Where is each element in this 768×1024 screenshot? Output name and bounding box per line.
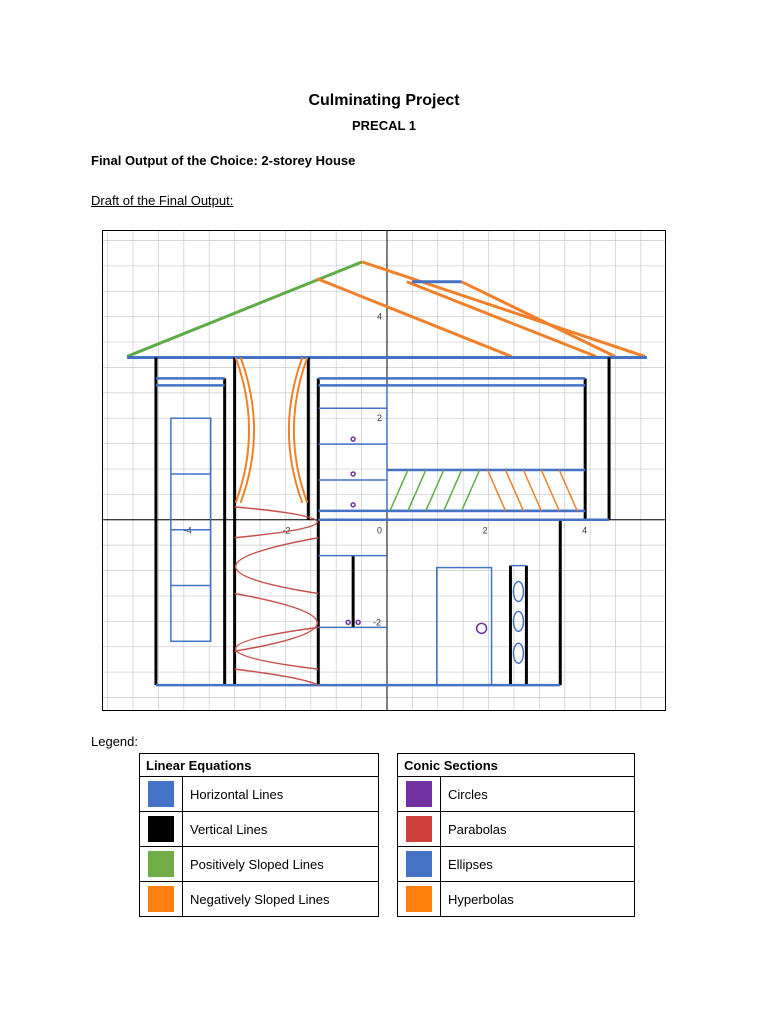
rail-green-2: [408, 470, 426, 511]
legend-swatch-cell: [140, 882, 183, 917]
tick-label-x-2: 2: [482, 525, 488, 536]
tick-label-x-0: 0: [377, 525, 383, 536]
tick-label-y-4: 4: [377, 311, 383, 322]
parabola-2: [236, 538, 319, 594]
legend-conic-table: [397, 753, 635, 917]
upper-shelves: [318, 385, 387, 510]
legend-swatch-cell: [398, 847, 441, 882]
legend-row: [140, 847, 379, 882]
house-graph: [102, 230, 666, 711]
legend-swatch-cell: [398, 777, 441, 812]
legend-row: [398, 882, 635, 917]
swatch-circles: [406, 781, 432, 807]
rail-orange-5: [559, 470, 577, 511]
legend-conic-header: Conic Sections: [398, 754, 635, 777]
window-knob-2: [356, 620, 360, 624]
tick-label-x-neg4: -4: [183, 525, 192, 536]
rail-green-4: [444, 470, 462, 511]
front-door: [437, 566, 527, 686]
swatch-horizontal: [148, 781, 174, 807]
tick-label-x-neg2: -2: [282, 525, 291, 536]
legend-row: [398, 847, 635, 882]
legend-swatch-cell: [398, 882, 441, 917]
legend-row: [398, 777, 635, 812]
door-frame: [437, 568, 492, 686]
rail-orange-2: [505, 470, 523, 511]
swatch-ellipses: [406, 851, 432, 877]
legend-item-label: Positively Sloped Lines: [183, 847, 379, 882]
door-ellipse-1: [513, 582, 523, 602]
swatch-parabolas: [406, 816, 432, 842]
legend-item-label: Hyperbolas: [441, 882, 635, 917]
swatch-vertical: [148, 816, 174, 842]
door-knob: [477, 623, 487, 633]
window-knob-1: [346, 620, 350, 624]
swatch-negative: [148, 886, 174, 912]
parabola-5: [235, 669, 319, 685]
legend-swatch-cell: [140, 777, 183, 812]
legend-item-label: Negatively Sloped Lines: [183, 882, 379, 917]
drawer-knob-2: [351, 472, 355, 476]
rail-orange-1: [488, 470, 506, 511]
door-ellipse-3: [513, 643, 523, 663]
drawer-knob-1: [351, 437, 355, 441]
legend-linear-table: [139, 753, 379, 917]
swatch-positive: [148, 851, 174, 877]
legend-linear-header: Linear Equations: [140, 754, 379, 777]
rail-green-5: [462, 470, 480, 511]
tall-window: [171, 418, 211, 641]
legend-swatch-cell: [140, 847, 183, 882]
legend-swatch-cell: [398, 812, 441, 847]
rail-orange-3: [523, 470, 541, 511]
hyperbola-curtains: [236, 357, 308, 502]
parabola-3: [235, 593, 318, 651]
document-subtitle: PRECAL 1: [351, 118, 417, 133]
legend-item-label: Parabolas: [441, 812, 635, 847]
legend-item-label: Vertical Lines: [183, 812, 379, 847]
balcony-rail: [390, 470, 577, 511]
tick-label-y-2: 2: [377, 413, 383, 424]
swatch-hyperbolas: [406, 886, 432, 912]
drawer-knob-3: [351, 503, 355, 507]
legend-row: [140, 777, 379, 812]
tick-label-x-4: 4: [582, 525, 588, 536]
roof-inner-slope-2: [407, 282, 596, 357]
rail-green-3: [426, 470, 444, 511]
legend-label: Legend:: [91, 734, 138, 749]
circles: [346, 437, 486, 633]
legend-row: [140, 882, 379, 917]
legend-row: [398, 812, 635, 847]
draft-label: Draft of the Final Output:: [91, 193, 234, 208]
legend-row: [140, 812, 379, 847]
legend-swatch-cell: [140, 812, 183, 847]
tick-label-y-neg2: -2: [373, 617, 382, 628]
legend-item-label: Ellipses: [441, 847, 635, 882]
legend-item-label: Circles: [441, 777, 635, 812]
choice-line: Final Output of the Choice: 2-storey House: [91, 153, 356, 168]
rail-orange-4: [541, 470, 559, 511]
parabola-1: [235, 507, 318, 538]
legend-item-label: Horizontal Lines: [183, 777, 379, 812]
vertical-walls: [156, 357, 609, 685]
document-title: Culminating Project: [308, 92, 460, 109]
rail-green-1: [390, 470, 408, 511]
